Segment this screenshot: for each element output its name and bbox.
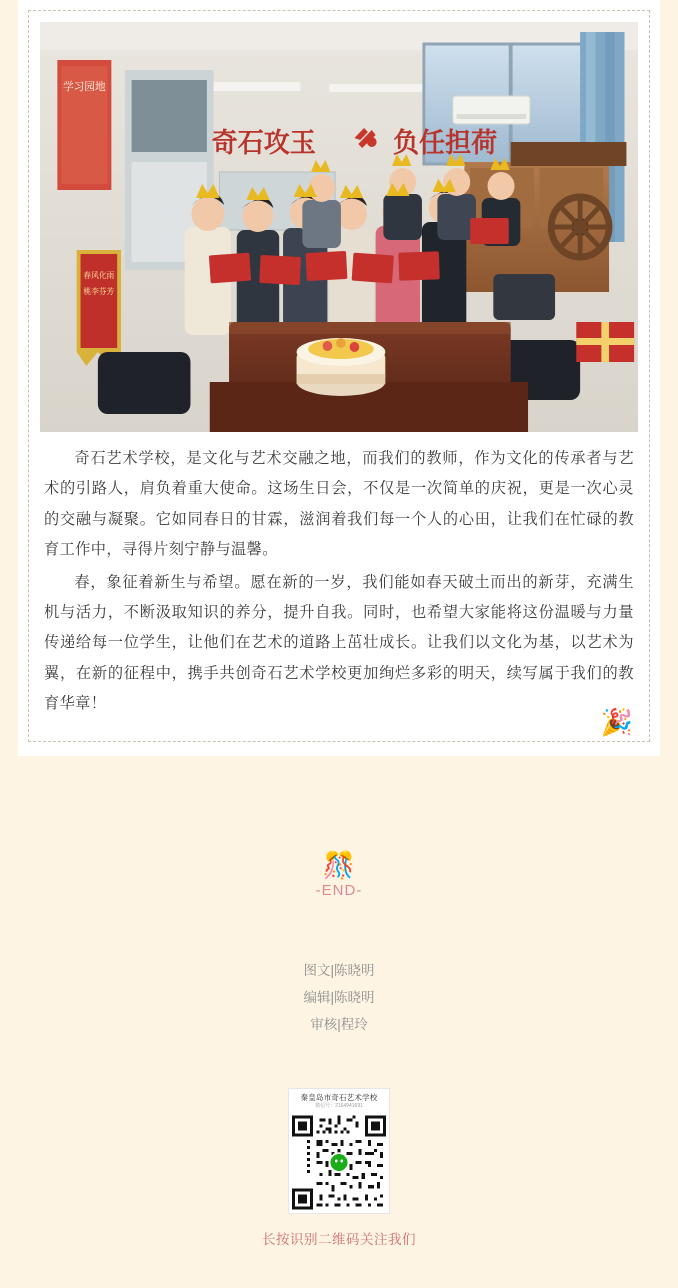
end-block [0,849,678,899]
article-body [40,432,638,730]
end-label: -END- [315,881,363,899]
svg-text:负任担荷: 负任担荷 [393,127,498,159]
confetti-icon: 🎊 [322,849,356,880]
article-card [18,0,660,756]
group-photo [40,22,638,432]
credit-line-editor: 编辑|陈晓明 [303,989,375,1005]
credits-block [0,957,678,1038]
svg-text:学习园地: 学习园地 [63,80,106,94]
credit-line-reviewer: 审核|程玲 [310,1016,368,1032]
party-popper-icon: 🎉 [600,706,633,737]
credit-line-photo-text: 图文|陈晓明 [303,962,375,978]
bottom-spacer [0,1248,678,1288]
qr-card[interactable] [288,1088,390,1215]
paragraph-1: 奇石艺术学校，是文化与艺术交融之地，而我们的教师，作为文化的传承者与艺术的引路人，肩负着重大使命。这场生日会，不仅是一次简单的庆祝，更是一次心灵的交融与凝聚。它如同春日的甘霖，滋润着我们每一个人的心田，让我们在忙碌的教育工作中，寻得片刻宁静与温馨。 [44,450,634,559]
dashed-frame [28,10,650,742]
qr-section [0,1088,678,1249]
svg-text:奇石攻玉: 奇石攻玉 [211,127,316,159]
qr-header [288,1088,390,1113]
svg-text:春风化雨: 春风化雨 [83,270,115,281]
qr-caption: 长按识别二维码关注我们 [262,1232,416,1248]
svg-text:桃李芬芳: 桃李芬芳 [83,286,115,297]
qr-account-name: 秦皇岛市奇石艺术学校 [300,1092,378,1102]
qr-code-image[interactable] [288,1112,390,1214]
paragraph-2: 春，象征着新生与希望。愿在新的一岁，我们能如春天破土而出的新芽，充满生机与活力，不断汲取知识的养分，提升自我。同时，也希望大家能将这份温暖与力量传递给每一位学生，让他们在艺术的道路上茁壮成长。让我们以文化为基，以艺术为翼，在新的征程中，携手共创奇石艺术学校更加绚烂多彩的明天，续写属于我们的教育华章！ [44,573,634,713]
qr-account-id: 微信号：2164941691 [315,1103,363,1110]
